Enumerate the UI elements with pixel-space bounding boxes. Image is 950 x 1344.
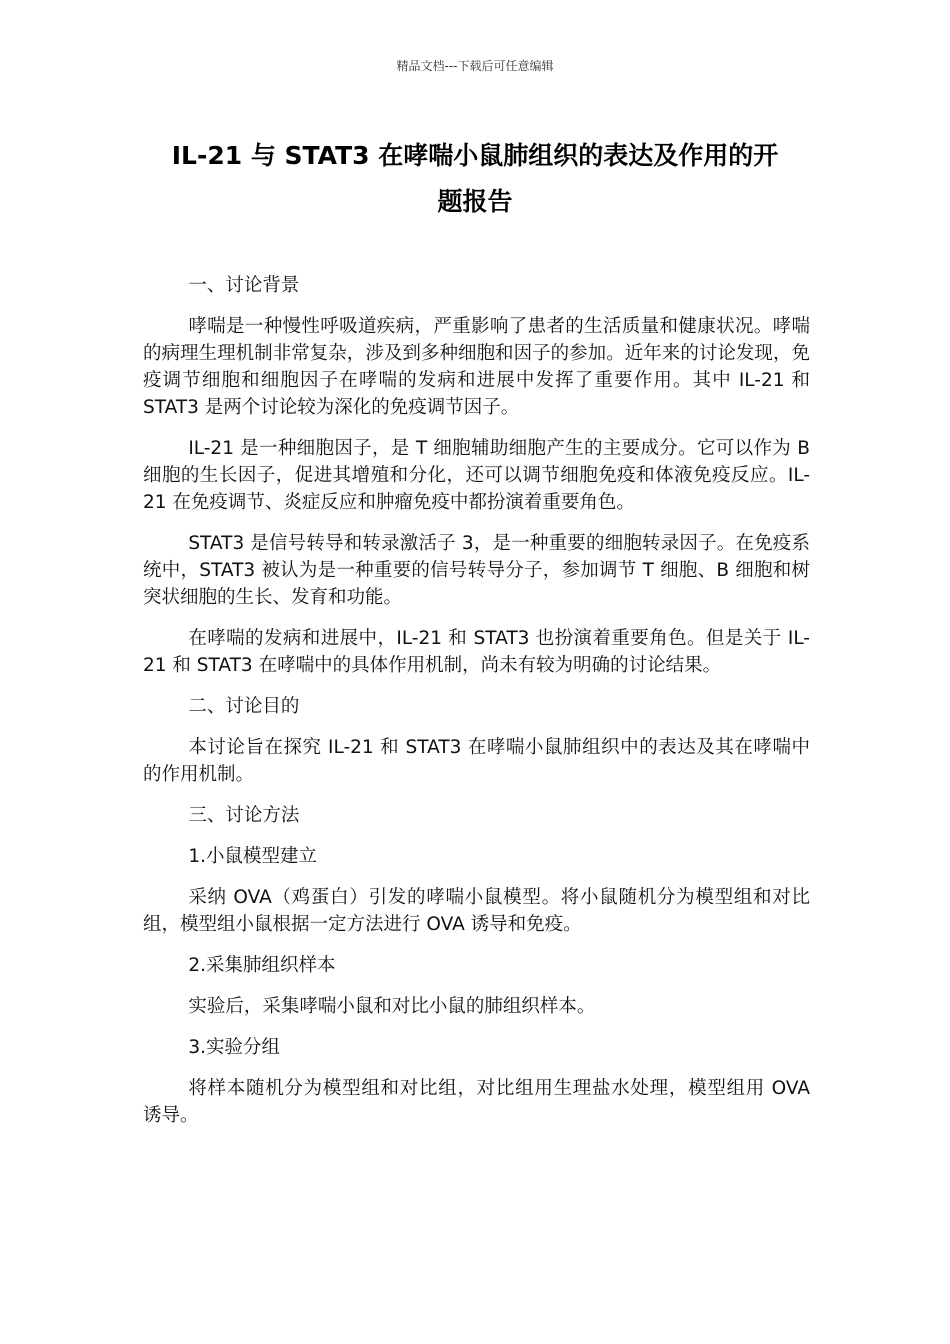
document-title [140,133,810,225]
section-heading: 二、讨论目的 [188,696,300,717]
section-heading: 一、讨论背景 [188,275,300,296]
section-heading: 三、讨论方法 [188,805,300,826]
body-paragraph: 将样本随机分为模型组和对比组，对比组用生理盐水处理，模型组用 OVA 诱导。 [143,1078,810,1126]
subsection-heading: 1.小鼠模型建立 [188,846,317,867]
subsection-heading: 2.采集肺组织样本 [188,955,336,976]
document-body [143,272,810,1143]
subsection-heading: 3.实验分组 [188,1037,280,1058]
body-paragraph: STAT3 是信号转导和转录激活子 3，是一种重要的细胞转录因子。在免疫系统中，STAT3 被认为是一种重要的信号转导分子，参加调节 T 细胞、B 细胞和树突状细胞的生长、发育和功能。 [143,533,810,608]
body-paragraph: IL-21 是一种细胞因子，是 T 细胞辅助细胞产生的主要成分。它可以作为 B 细胞的生长因子，促进其增殖和分化，还可以调节细胞免疫和体液免疫反应。IL-21 在免疫调节、炎症反应和肿瘤免疫中都扮演着重要角色。 [143,438,810,513]
document-title-line-1: IL-21 与 STAT3 在哮喘小鼠肺组织的表达及作用的开 [171,141,779,170]
page-header: 精品文档---下载后可任意编辑 [396,59,554,73]
body-paragraph: 实验后，采集哮喘小鼠和对比小鼠的肺组织样本。 [188,996,596,1017]
body-paragraph: 在哮喘的发病和进展中，IL-21 和 STAT3 也扮演着重要角色。但是关于 IL-21 和 STAT3 在哮喘中的具体作用机制，尚未有较为明确的讨论结果。 [143,628,810,676]
body-paragraph: 哮喘是一种慢性呼吸道疾病，严重影响了患者的生活质量和健康状况。哮喘的病理生理机制非常复杂，涉及到多种细胞和因子的参加。近年来的讨论发现，免疫调节细胞和细胞因子在哮喘的发病和进展中发挥了重要作用。其中 IL-21 和 STAT3 是两个讨论较为深化的免疫调节因子。 [143,316,810,418]
body-paragraph: 采纳 OVA（鸡蛋白）引发的哮喘小鼠模型。将小鼠随机分为模型组和对比组，模型组小鼠根据一定方法进行 OVA 诱导和免疫。 [143,887,810,935]
document-title-line-2: 题报告 [437,187,513,216]
body-paragraph: 本讨论旨在探究 IL-21 和 STAT3 在哮喘小鼠肺组织中的表达及其在哮喘中的作用机制。 [143,737,810,785]
